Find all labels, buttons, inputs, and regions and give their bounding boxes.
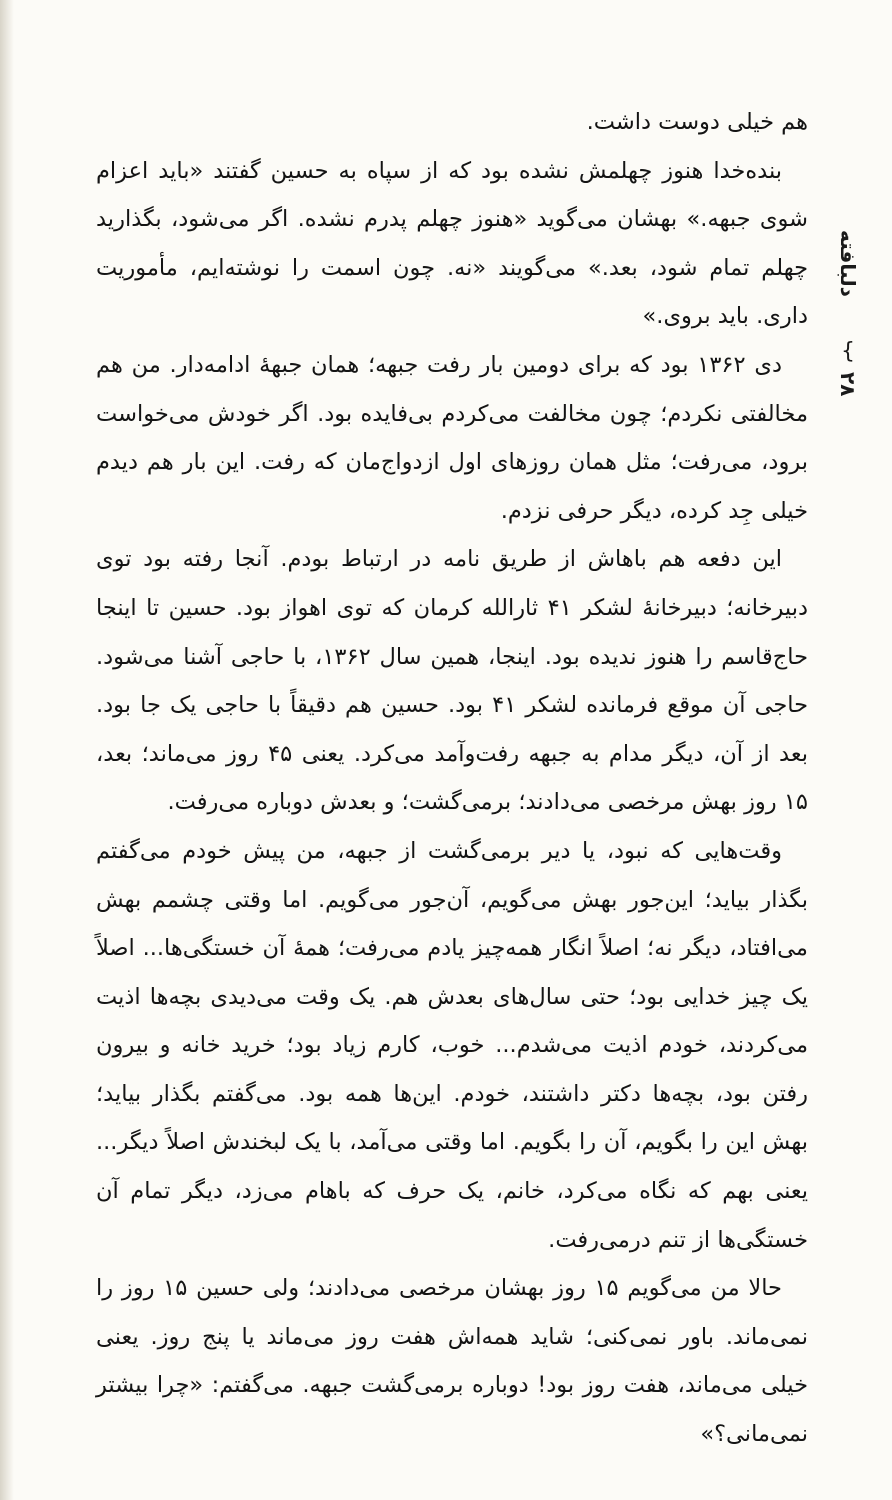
page-header [818, 230, 878, 410]
page-gutter-shadow [0, 0, 14, 1500]
header-separator: { [841, 339, 855, 364]
paragraph: هم خیلی دوست داشت. [586, 109, 808, 135]
running-title: دلبافته [836, 230, 860, 297]
body-text [96, 98, 808, 1459]
page-number: ۲۸ [836, 372, 860, 397]
paragraph: این دفعه هم باهاش از طریق نامه در ارتباط بودم. آنجا رفته بود توی دبیرخانه؛ دبیرخانهٔ لشکر ۴۱ ثارالله کرمان که توی اهواز بود. حسین تا اینجا حاج‌قاسم را هنوز ندیده بود. اینجا، همین سال ۱۳۶۲، با حاجی آشنا می‌شود. حاجی آن موقع فرمانده لشکر ۴۱ بود. حسین هم دقیقاً با حاجی یک جا بود. بعد از آن، دیگر مدام به جبهه رفت‌وآمد می‌کرد. یعنی ۴۵ روز می‌ماند؛ بعد، ۱۵ روز بهش مرخصی می‌دادند؛ برمی‌گشت؛ و بعدش دوباره می‌رفت. [96, 546, 809, 816]
paragraph: بنده‌خدا هنوز چهلمش نشده بود که از سپاه به حسین گفتند «باید اعزام شوی جبهه.» بهشان می‌گوید «هنوز چهلم پدرم نشده. اگر می‌شود، بگذارید چهلم تمام شود، بعد.» می‌گویند «نه. چون اسمت را نوشته‌ایم، مأموریت داری. باید بروی.» [96, 157, 808, 330]
paragraph: دی ۱۳۶۲ بود که برای دومین بار رفت جبهه؛ همان جبههٔ ادامه‌دار. من هم مخالفتی نکردم؛ چون مخالفت می‌کردم بی‌فایده بود. اگر خودش می‌خواست برود، می‌رفت؛ مثل همان روزهای اول ازدواج‌مان که رفت. این بار هم دیدم خیلی جِد کرده، دیگر حرفی نزدم. [96, 351, 808, 524]
paragraph: وقت‌هایی که نبود، یا دیر برمی‌گشت از جبهه، من پیش خودم می‌گفتم بگذار بیاید؛ این‌جور بهش می‌گویم، آن‌جور می‌گویم. اما وقتی چشمم بهش می‌افتاد، دیگر نه؛ اصلاً انگار همه‌چیز یادم می‌رفت؛ همهٔ آن خستگی‌ها... اصلاً یک چیز خدایی بود؛ حتی سال‌های بعدش هم. یک وقت می‌دیدی بچه‌ها اذیت می‌کردند، خودم اذیت می‌شدم... خوب، کارم زیاد بود؛ خرید خانه و بیرون رفتن بود، بچه‌ها دکتر داشتند، خودم. این‌ها همه بود. می‌گفتم بگذار بیاید؛ بهش این را بگویم، آن را بگویم. اما وقتی می‌آمد، با یک لبخندش اصلاً دیگر... یعنی بهم که نگاه می‌کرد، خانم، یک حرف که باهام می‌زد، دیگر تمام آن خستگی‌ها از تنم درمی‌رفت. [96, 837, 808, 1253]
paragraph: حالا من می‌گویم ۱۵ روز بهشان مرخصی می‌دادند؛ ولی حسین ۱۵ روز را نمی‌ماند. باور نمی‌کنی؛ شاید همه‌اش هفت روز می‌ماند یا پنج روز. یعنی خیلی می‌ماند، هفت روز بود! دوباره برمی‌گشت جبهه. می‌گفتم: «چرا بیشتر نمی‌مانی؟» [96, 1275, 808, 1448]
